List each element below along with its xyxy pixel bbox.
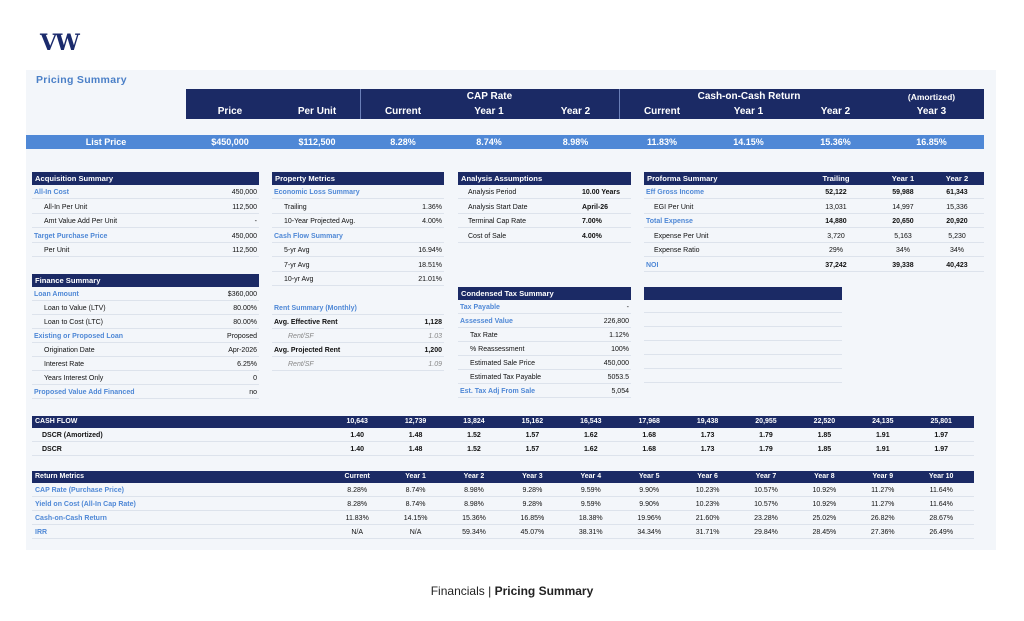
proforma-col-header: Trailing — [822, 174, 850, 183]
table-cell: 13,824 — [463, 418, 485, 425]
proforma-value: 3,720 — [827, 232, 845, 240]
rent-label: Rent Summary (Monthly) — [274, 305, 357, 312]
tax-row — [458, 330, 631, 342]
tax-value: 226,800 — [603, 318, 629, 325]
pricing-summary-sheet — [26, 70, 996, 550]
return-row — [32, 512, 974, 525]
table-cell: 28.67% — [929, 515, 954, 522]
acquisition-row — [32, 231, 259, 243]
acquisition-label: All-In Cost — [34, 189, 69, 196]
footer-separator: | — [488, 584, 492, 598]
table-cell: 31.71% — [695, 529, 720, 536]
return-row — [32, 526, 974, 539]
table-cell: 1.40 — [350, 432, 364, 439]
rent-row — [272, 331, 444, 343]
acquisition-row — [32, 245, 259, 257]
list-price-value: 11.83% — [646, 137, 678, 147]
acquisition-value: 450,000 — [231, 232, 257, 240]
finance-row — [32, 345, 259, 357]
table-cell: 15,162 — [521, 418, 544, 425]
table-cell: 8.98% — [464, 501, 484, 508]
table-cell: Year 4 — [580, 473, 602, 480]
proforma-value: 14,997 — [892, 203, 914, 211]
rent-label: Rent/SF — [288, 361, 314, 368]
table-cell: 1.52 — [467, 432, 481, 439]
proforma-title: Proforma Summary — [647, 174, 718, 183]
table-cell: Year 7 — [755, 473, 777, 480]
col-header: Year 3 — [916, 106, 947, 117]
finance-row — [32, 317, 259, 329]
table-cell: 45.07% — [520, 529, 545, 536]
col-header: Year 2 — [820, 106, 851, 117]
proforma-label: Expense Per Unit — [654, 232, 709, 240]
table-cell: 16.85% — [520, 515, 545, 522]
company-logo: VW — [40, 30, 78, 56]
table-cell: 1.57 — [525, 432, 540, 439]
table-cell: 28.45% — [812, 529, 837, 536]
proforma-value: 52,122 — [825, 189, 847, 196]
finance-row — [32, 373, 259, 385]
analysis-row — [458, 187, 631, 199]
table-cell: 29.84% — [754, 529, 778, 536]
blank-row — [644, 343, 842, 355]
acquisition-label: Target Purchase Price — [34, 232, 108, 240]
property-label: Economic Loss Summary — [274, 189, 360, 196]
table-cell: 1.85 — [817, 432, 832, 439]
return-label: Yield on Cost (All-In Cap Rate) — [35, 501, 136, 508]
rent-value: 1,128 — [424, 319, 442, 326]
property-value: 16.94% — [418, 247, 442, 254]
table-cell: 1.97 — [934, 446, 948, 453]
table-cell: 1.73 — [700, 446, 715, 453]
proforma-value: 59,988 — [892, 189, 914, 196]
table-cell: 9.59% — [580, 501, 601, 508]
table-cell: 1.68 — [642, 432, 656, 439]
finance-label: Loan to Value (LTV) — [44, 305, 106, 312]
table-cell: 19,438 — [696, 418, 719, 425]
property-label: 10-yr Avg — [284, 276, 314, 283]
proforma-value: 34% — [895, 247, 910, 254]
table-cell: 59.34% — [462, 529, 486, 536]
property-value: 18.51% — [418, 261, 442, 269]
proforma-label: Total Expense — [646, 218, 693, 225]
tax-value: 5053.5 — [607, 374, 629, 381]
tax-value: 1.12% — [609, 332, 629, 339]
property-value: 21.01% — [418, 276, 442, 283]
table-cell: 26.49% — [929, 529, 954, 536]
rent-value: 1.09 — [428, 361, 442, 368]
col-header: Current — [384, 106, 422, 117]
table-cell: 8.28% — [347, 501, 368, 508]
table-cell: 27.36% — [870, 529, 895, 536]
table-cell: 1.62 — [583, 446, 598, 453]
tax-value: 450,000 — [603, 360, 629, 367]
table-cell: 1.73 — [700, 432, 715, 439]
acquisition-value: 112,500 — [232, 203, 257, 211]
tax-value: 100% — [611, 346, 629, 353]
finance-row — [32, 289, 259, 301]
list-price-value: 16.85% — [916, 137, 947, 147]
acquisition-value: 450,000 — [231, 189, 257, 196]
finance-value: 80.00% — [233, 319, 257, 326]
analysis-row — [458, 216, 631, 228]
proforma-row — [644, 216, 984, 228]
table-cell: 10,643 — [346, 418, 368, 425]
proforma-label: NOI — [646, 261, 659, 269]
table-cell: 25.02% — [812, 515, 837, 522]
dscr-row — [32, 429, 974, 442]
table-cell: 11.27% — [871, 487, 895, 494]
table-cell: 15.36% — [462, 515, 486, 522]
property-row — [272, 187, 444, 199]
finance-row — [32, 387, 259, 399]
table-cell: 21.60% — [695, 515, 720, 522]
list-price-value: 15.36% — [820, 137, 851, 147]
analysis-value: 10.00 Years — [582, 189, 621, 196]
return-label: IRR — [35, 529, 48, 536]
acquisition-value: - — [254, 218, 257, 225]
table-cell: 17,968 — [638, 418, 660, 425]
table-cell: 26.82% — [870, 515, 895, 522]
proforma-value: 5,230 — [948, 232, 966, 240]
blank-row — [644, 315, 842, 327]
proforma-value: 29% — [828, 247, 843, 254]
table-cell: 10.57% — [754, 501, 778, 508]
tax-label: Tax Payable — [460, 304, 500, 311]
rent-label: Rent/SF — [288, 333, 314, 340]
proforma-row — [644, 202, 984, 214]
proforma-summary-header — [644, 172, 984, 185]
cash-flow-header — [32, 416, 974, 428]
table-cell: 8.98% — [464, 487, 484, 494]
table-cell: 8.28% — [347, 487, 368, 494]
analysis-assumptions-header: Analysis Assumptions — [458, 172, 631, 185]
proforma-label: EGI Per Unit — [654, 203, 694, 211]
table-cell: 9.59% — [580, 487, 601, 494]
table-cell: 16,543 — [580, 418, 602, 425]
table-cell: 22,520 — [813, 418, 836, 425]
table-cell: Current — [344, 473, 370, 480]
property-row — [272, 202, 444, 214]
analysis-label: Analysis Start Date — [468, 203, 528, 211]
analysis-label: Cost of Sale — [468, 232, 507, 240]
property-value: 1.36% — [422, 203, 442, 211]
table-cell: 18.38% — [578, 515, 603, 522]
finance-label: Loan to Cost (LTC) — [44, 319, 104, 326]
table-cell: 23.28% — [754, 515, 778, 522]
list-price-value: $450,000 — [211, 137, 249, 147]
finance-label: Loan Amount — [34, 291, 79, 298]
list-price-value: 8.74% — [476, 137, 502, 147]
proforma-row — [644, 187, 984, 199]
table-cell: 9.28% — [522, 487, 543, 494]
rent-value: 1,200 — [424, 347, 442, 354]
proforma-col-header: Year 1 — [891, 174, 915, 183]
table-cell: 1.97 — [934, 432, 948, 439]
property-value: 4.00% — [422, 218, 442, 225]
return-label: CAP Rate (Purchase Price) — [35, 487, 124, 494]
proforma-value: 20,920 — [946, 218, 968, 225]
property-label: 7-yr Avg — [284, 261, 310, 269]
table-cell: 1.85 — [817, 446, 832, 453]
rent-row — [272, 345, 444, 357]
blank-row — [644, 371, 842, 383]
footer-page-title: Pricing Summary — [494, 584, 594, 598]
table-cell: Year 10 — [928, 473, 954, 480]
col-header: Year 2 — [560, 106, 591, 117]
table-cell: 38.31% — [578, 529, 603, 536]
finance-value: 0 — [253, 375, 257, 382]
dscr-label: DSCR (Amortized) — [42, 432, 103, 439]
table-cell: 1.91 — [875, 446, 890, 453]
cap-rate-group-label: CAP Rate — [466, 91, 513, 102]
acquisition-row — [32, 202, 259, 214]
proforma-row — [644, 245, 984, 257]
return-metrics-header — [32, 471, 974, 483]
table-cell: 19.96% — [637, 515, 662, 522]
tax-row — [458, 372, 631, 384]
page-footer — [0, 584, 1024, 598]
acquisition-summary-header: Acquisition Summary — [32, 172, 259, 185]
col-header: Year 1 — [733, 106, 764, 117]
finance-label: Years Interest Only — [44, 375, 104, 382]
finance-value: $360,000 — [227, 291, 257, 298]
blank-header-bar — [644, 287, 842, 300]
return-row — [32, 484, 974, 497]
proforma-value: 39,338 — [892, 261, 914, 269]
analysis-value: April-26 — [582, 203, 609, 211]
proforma-value: 5,163 — [894, 232, 912, 240]
table-cell: Year 5 — [638, 473, 660, 480]
finance-row — [32, 331, 259, 343]
col-header: Per Unit — [297, 106, 337, 117]
table-cell: 1.52 — [467, 446, 481, 453]
table-cell: 10.92% — [812, 487, 837, 494]
rent-row — [272, 317, 444, 329]
proforma-value: 34% — [949, 247, 964, 254]
rent-label: Avg. Effective Rent — [274, 319, 338, 326]
acquisition-value: 112,500 — [232, 247, 257, 254]
blank-row — [644, 329, 842, 341]
rent-value: 1.03 — [428, 333, 442, 340]
proforma-row — [644, 231, 984, 243]
tax-value: 5,054 — [611, 388, 629, 395]
finance-value: 6.25% — [237, 361, 257, 368]
cash-flow-label: CASH FLOW — [35, 418, 78, 425]
tax-summary-header: Condensed Tax Summary — [458, 287, 631, 300]
finance-label: Existing or Proposed Loan — [34, 333, 124, 340]
table-cell: 1.68 — [642, 446, 656, 453]
table-cell: 12,739 — [404, 418, 427, 425]
analysis-row — [458, 231, 631, 243]
analysis-value: 7.00% — [582, 218, 602, 225]
finance-row — [32, 303, 259, 315]
col-header: Current — [643, 106, 681, 117]
analysis-value: 4.00% — [582, 232, 602, 240]
proforma-value: 61,343 — [946, 189, 968, 196]
property-label: 10-Year Projected Avg. — [284, 218, 356, 225]
proforma-value: 20,650 — [892, 218, 914, 225]
tax-label: Estimated Sale Price — [470, 360, 535, 367]
table-cell: 1.40 — [350, 446, 364, 453]
col-header: Price — [217, 106, 243, 117]
table-cell: 1.48 — [408, 446, 423, 453]
acquisition-row — [32, 187, 259, 199]
col-header: Year 1 — [474, 106, 504, 117]
proforma-value: 37,242 — [825, 261, 847, 269]
table-cell: Year 9 — [872, 473, 894, 480]
analysis-label: Analysis Period — [468, 189, 517, 196]
table-cell: 20,955 — [755, 418, 777, 425]
table-cell: Year 6 — [697, 473, 718, 480]
table-cell: 11.27% — [871, 501, 895, 508]
tax-row — [458, 386, 631, 398]
finance-value: Apr-2026 — [228, 347, 257, 354]
finance-label: Proposed Value Add Financed — [34, 389, 135, 396]
table-cell: Year 3 — [522, 473, 543, 480]
proforma-label: Eff Gross Income — [646, 189, 704, 196]
table-cell: N/A — [351, 529, 364, 536]
table-cell: 1.57 — [525, 446, 540, 453]
table-cell: Year 8 — [814, 473, 835, 480]
rent-row — [272, 303, 444, 315]
property-metrics-header: Property Metrics — [272, 172, 444, 185]
analysis-row — [458, 202, 631, 214]
proforma-col-header: Year 2 — [945, 174, 969, 183]
return-label: Cash-on-Cash Return — [35, 515, 107, 522]
finance-label: Origination Date — [44, 347, 95, 354]
table-cell: Year 2 — [463, 473, 485, 480]
analysis-label: Terminal Cap Rate — [468, 218, 526, 225]
finance-row — [32, 359, 259, 371]
rent-row — [272, 359, 444, 371]
proforma-value: 13,031 — [825, 203, 847, 211]
table-cell: 1.79 — [759, 432, 773, 439]
dscr-label: DSCR — [42, 446, 62, 453]
table-cell: 34.34% — [637, 529, 662, 536]
property-label: Cash Flow Summary — [274, 232, 343, 240]
proforma-value: 40,423 — [946, 261, 968, 269]
blank-row — [644, 357, 842, 369]
table-cell: N/A — [409, 529, 422, 536]
table-cell: 24,135 — [872, 418, 894, 425]
tax-row — [458, 358, 631, 370]
list-price-value: 8.98% — [562, 137, 589, 147]
tax-row — [458, 316, 631, 328]
table-cell: 9.90% — [639, 487, 660, 494]
tax-value: - — [626, 304, 629, 311]
table-cell: 25,801 — [930, 418, 952, 425]
table-cell: 1.79 — [759, 446, 773, 453]
return-metrics-label: Return Metrics — [35, 473, 85, 480]
tax-label: Tax Rate — [470, 332, 498, 339]
property-row — [272, 274, 444, 286]
property-label: 5-yr Avg — [284, 247, 310, 254]
table-cell: 14.15% — [403, 515, 428, 522]
proforma-label: Expense Ratio — [654, 247, 700, 254]
blank-row — [644, 301, 842, 313]
return-row — [32, 498, 974, 511]
property-row — [272, 216, 444, 228]
proforma-value: 14,880 — [825, 218, 847, 225]
table-cell: 11.83% — [345, 515, 369, 522]
table-cell: 9.28% — [522, 501, 543, 508]
list-price-label: List Price — [85, 137, 127, 147]
table-cell: 9.90% — [639, 501, 660, 508]
amortized-label: (Amortized) — [907, 92, 956, 102]
page-title: Pricing Summary — [36, 74, 127, 86]
tax-row — [458, 344, 631, 356]
list-price-value: $112,500 — [298, 137, 336, 147]
list-price-value: 8.28% — [390, 137, 416, 147]
pricing-header — [186, 89, 984, 119]
table-cell: 11.64% — [929, 487, 953, 494]
acquisition-label: All-In Per Unit — [44, 203, 88, 211]
table-cell: 1.48 — [408, 432, 423, 439]
property-label: Trailing — [284, 203, 307, 211]
rent-label: Avg. Projected Rent — [274, 347, 341, 354]
table-cell: 10.92% — [812, 501, 837, 508]
tax-label: Assessed Value — [460, 318, 513, 325]
finance-value: no — [249, 389, 257, 396]
tax-label: Estimated Tax Payable — [470, 374, 542, 381]
table-cell: 10.57% — [754, 487, 778, 494]
property-row — [272, 260, 444, 272]
finance-label: Interest Rate — [44, 361, 85, 368]
acquisition-label: Amt Value Add Per Unit — [44, 218, 118, 225]
finance-value: 80.00% — [233, 305, 257, 312]
table-cell: 10.23% — [695, 501, 720, 508]
table-cell: Year 1 — [405, 473, 426, 480]
list-price-row — [26, 135, 984, 149]
tax-label: % Reassessment — [470, 346, 525, 353]
proforma-row — [644, 260, 984, 272]
table-cell: 8.74% — [405, 501, 426, 508]
table-cell: 1.62 — [583, 432, 598, 439]
finance-summary-header: Finance Summary — [32, 274, 259, 287]
table-cell: 11.64% — [929, 501, 953, 508]
list-price-value: 14.15% — [733, 137, 764, 147]
table-cell: 8.74% — [405, 487, 426, 494]
footer-section: Financials — [430, 584, 485, 598]
tax-label: Est. Tax Adj From Sale — [460, 388, 536, 395]
finance-value: Proposed — [227, 333, 257, 340]
acquisition-label: Per Unit — [44, 247, 70, 254]
proforma-value: 15,336 — [946, 203, 968, 211]
tax-row — [458, 302, 631, 314]
table-cell: 10.23% — [695, 487, 720, 494]
coc-group-label: Cash-on-Cash Return — [697, 91, 801, 102]
dscr-row — [32, 443, 974, 456]
property-row — [272, 231, 444, 243]
acquisition-row — [32, 216, 259, 228]
property-row — [272, 245, 444, 257]
table-cell: 1.91 — [875, 432, 890, 439]
